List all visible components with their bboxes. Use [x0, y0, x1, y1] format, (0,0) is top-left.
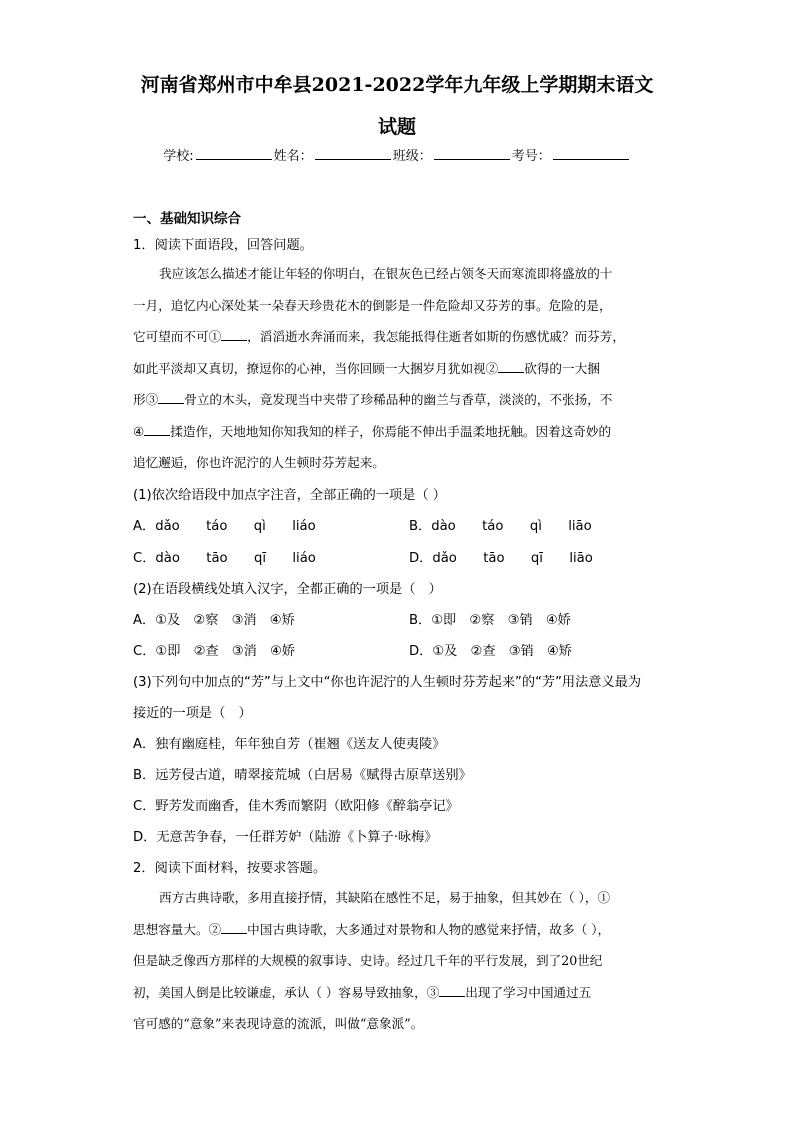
passage-line: 一月，追忆内心深处某一朵春天珍贵花木的倒影是一件危险却又芬芳的事。危险的是， — [133, 297, 612, 313]
option-b[interactable]: B．dào táo qì liāo — [409, 519, 592, 534]
passage-line: 它可望而不可① ，滔滔逝水奔涌而来，我怎能抵得住逝者如斯的伤感忧戚？而芬芳， — [133, 329, 625, 344]
question-1-passage — [133, 258, 665, 479]
exam-title-line1: 河南省郑州市中牟县2021-2022学年九年级上学期期末语文 — [140, 74, 654, 96]
passage-line: 初，美国人倒是比较谦虚，承认（ ）容易导致抽象，③ 出现了学习中国通过五 — [133, 984, 592, 1000]
option-b[interactable]: B．远芳侵古道，晴翠接荒城（白居易《赋得古原草送别》 — [133, 768, 472, 783]
passage-line: 形③ 骨立的木头，竟发现当中夹带了珍稀品种的幽兰与香草，淡淡的，不张扬，不 — [133, 392, 613, 407]
blank-2 — [498, 360, 524, 373]
question-2-stem: 2．阅读下面材料，按要求答题。 — [133, 861, 327, 876]
option-c[interactable]: C．野芳发而幽香，佳木秀而繁阴（欧阳修《醉翁亭记》 — [133, 799, 459, 814]
section-heading: 一、基础知识综合 — [133, 211, 241, 227]
sub-question-1-stem: (1)依次给语段中加点字注音，全部正确的一项是（ ） — [133, 488, 446, 503]
option-a[interactable]: A．独有幽庭桂，年年独自芳（崔翘《送友人使夷陵》 — [133, 737, 446, 752]
exam-no-label: 考号： — [511, 149, 551, 164]
option-c[interactable]: C．dào tāo qī liáo — [133, 551, 316, 566]
exam-no-blank[interactable] — [553, 147, 629, 160]
passage-line: 西方古典诗歌，多用直接抒情，其缺陷在感性不足，易于抽象，但其妙在（ ），① — [159, 890, 611, 905]
passage-line: 但是缺乏像西方那样的大规模的叙事诗、史诗。经过几千年的平行发展，到了20世纪 — [133, 953, 603, 968]
sub-question-3-stem: (3)下列句中加点的“芳”与上文中“你也许泥泞的人生顿时芬芳起来”的“芳”用法意义最为 — [133, 675, 642, 690]
passage-line: 思想容量大。② 中国古典诗歌，大多通过对景物和人物的感觉来抒情，故多（ ）， — [133, 921, 611, 937]
school-blank[interactable] — [196, 147, 272, 160]
name-label: 姓名： — [273, 149, 313, 164]
passage-line: ④ 揉造作，天地地知你知我知的样子，你焉能不伸出手温柔地抚触。因着这奇妙的 — [133, 423, 612, 439]
blank-1 — [221, 328, 247, 341]
question-2-passage — [133, 882, 665, 1040]
passage-line: 追忆邂逅，你也许泥泞的人生顿时芬芳起来。 — [133, 455, 385, 470]
name-blank[interactable] — [315, 147, 391, 160]
option-a[interactable]: A．①及 ②察 ③消 ④矫 — [133, 613, 295, 628]
blank-4 — [144, 423, 170, 436]
exam-title-line2: 试题 — [377, 116, 416, 138]
passage-line: 我应该怎么描述才能让年轻的你明白，在银灰色已经占领冬天而寒流即将盛放的十 — [159, 266, 613, 281]
student-info-row — [0, 145, 794, 164]
passage-line: 官可感的“意象”来表现诗意的流派，叫做“意象派”。 — [133, 1016, 424, 1031]
blank-3 — [439, 984, 465, 997]
blank-3 — [158, 391, 184, 404]
sub-question-2-stem: (2)在语段横线处填入汉字，全都正确的一项是（ ） — [133, 582, 442, 597]
class-blank[interactable] — [434, 147, 510, 160]
sub-question-3-stem-cont: 接近的一项是（ ） — [133, 706, 252, 721]
passage-line: 如此平淡却又真切，撩逗你的心神，当你回顾一大捆岁月犹如视② 砍得的一大捆 — [133, 360, 600, 376]
blank-2 — [221, 921, 247, 934]
option-c[interactable]: C．①即 ②查 ③消 ④娇 — [133, 644, 295, 659]
option-a[interactable]: A．dǎo táo qì liáo — [133, 519, 316, 534]
option-d[interactable]: D．dǎo tāo qī liāo — [409, 551, 593, 566]
option-d[interactable]: D．①及 ②查 ③销 ④矫 — [409, 644, 572, 659]
school-label: 学校: — [163, 149, 194, 164]
option-d[interactable]: D．无意苦争春，一任群芳妒（陆游《卜算子·咏梅》 — [133, 830, 438, 845]
class-label: 班级： — [392, 149, 432, 164]
option-b[interactable]: B．①即 ②察 ③销 ④娇 — [409, 613, 571, 628]
question-1-stem: 1．阅读下面语段，回答问题。 — [133, 238, 313, 253]
